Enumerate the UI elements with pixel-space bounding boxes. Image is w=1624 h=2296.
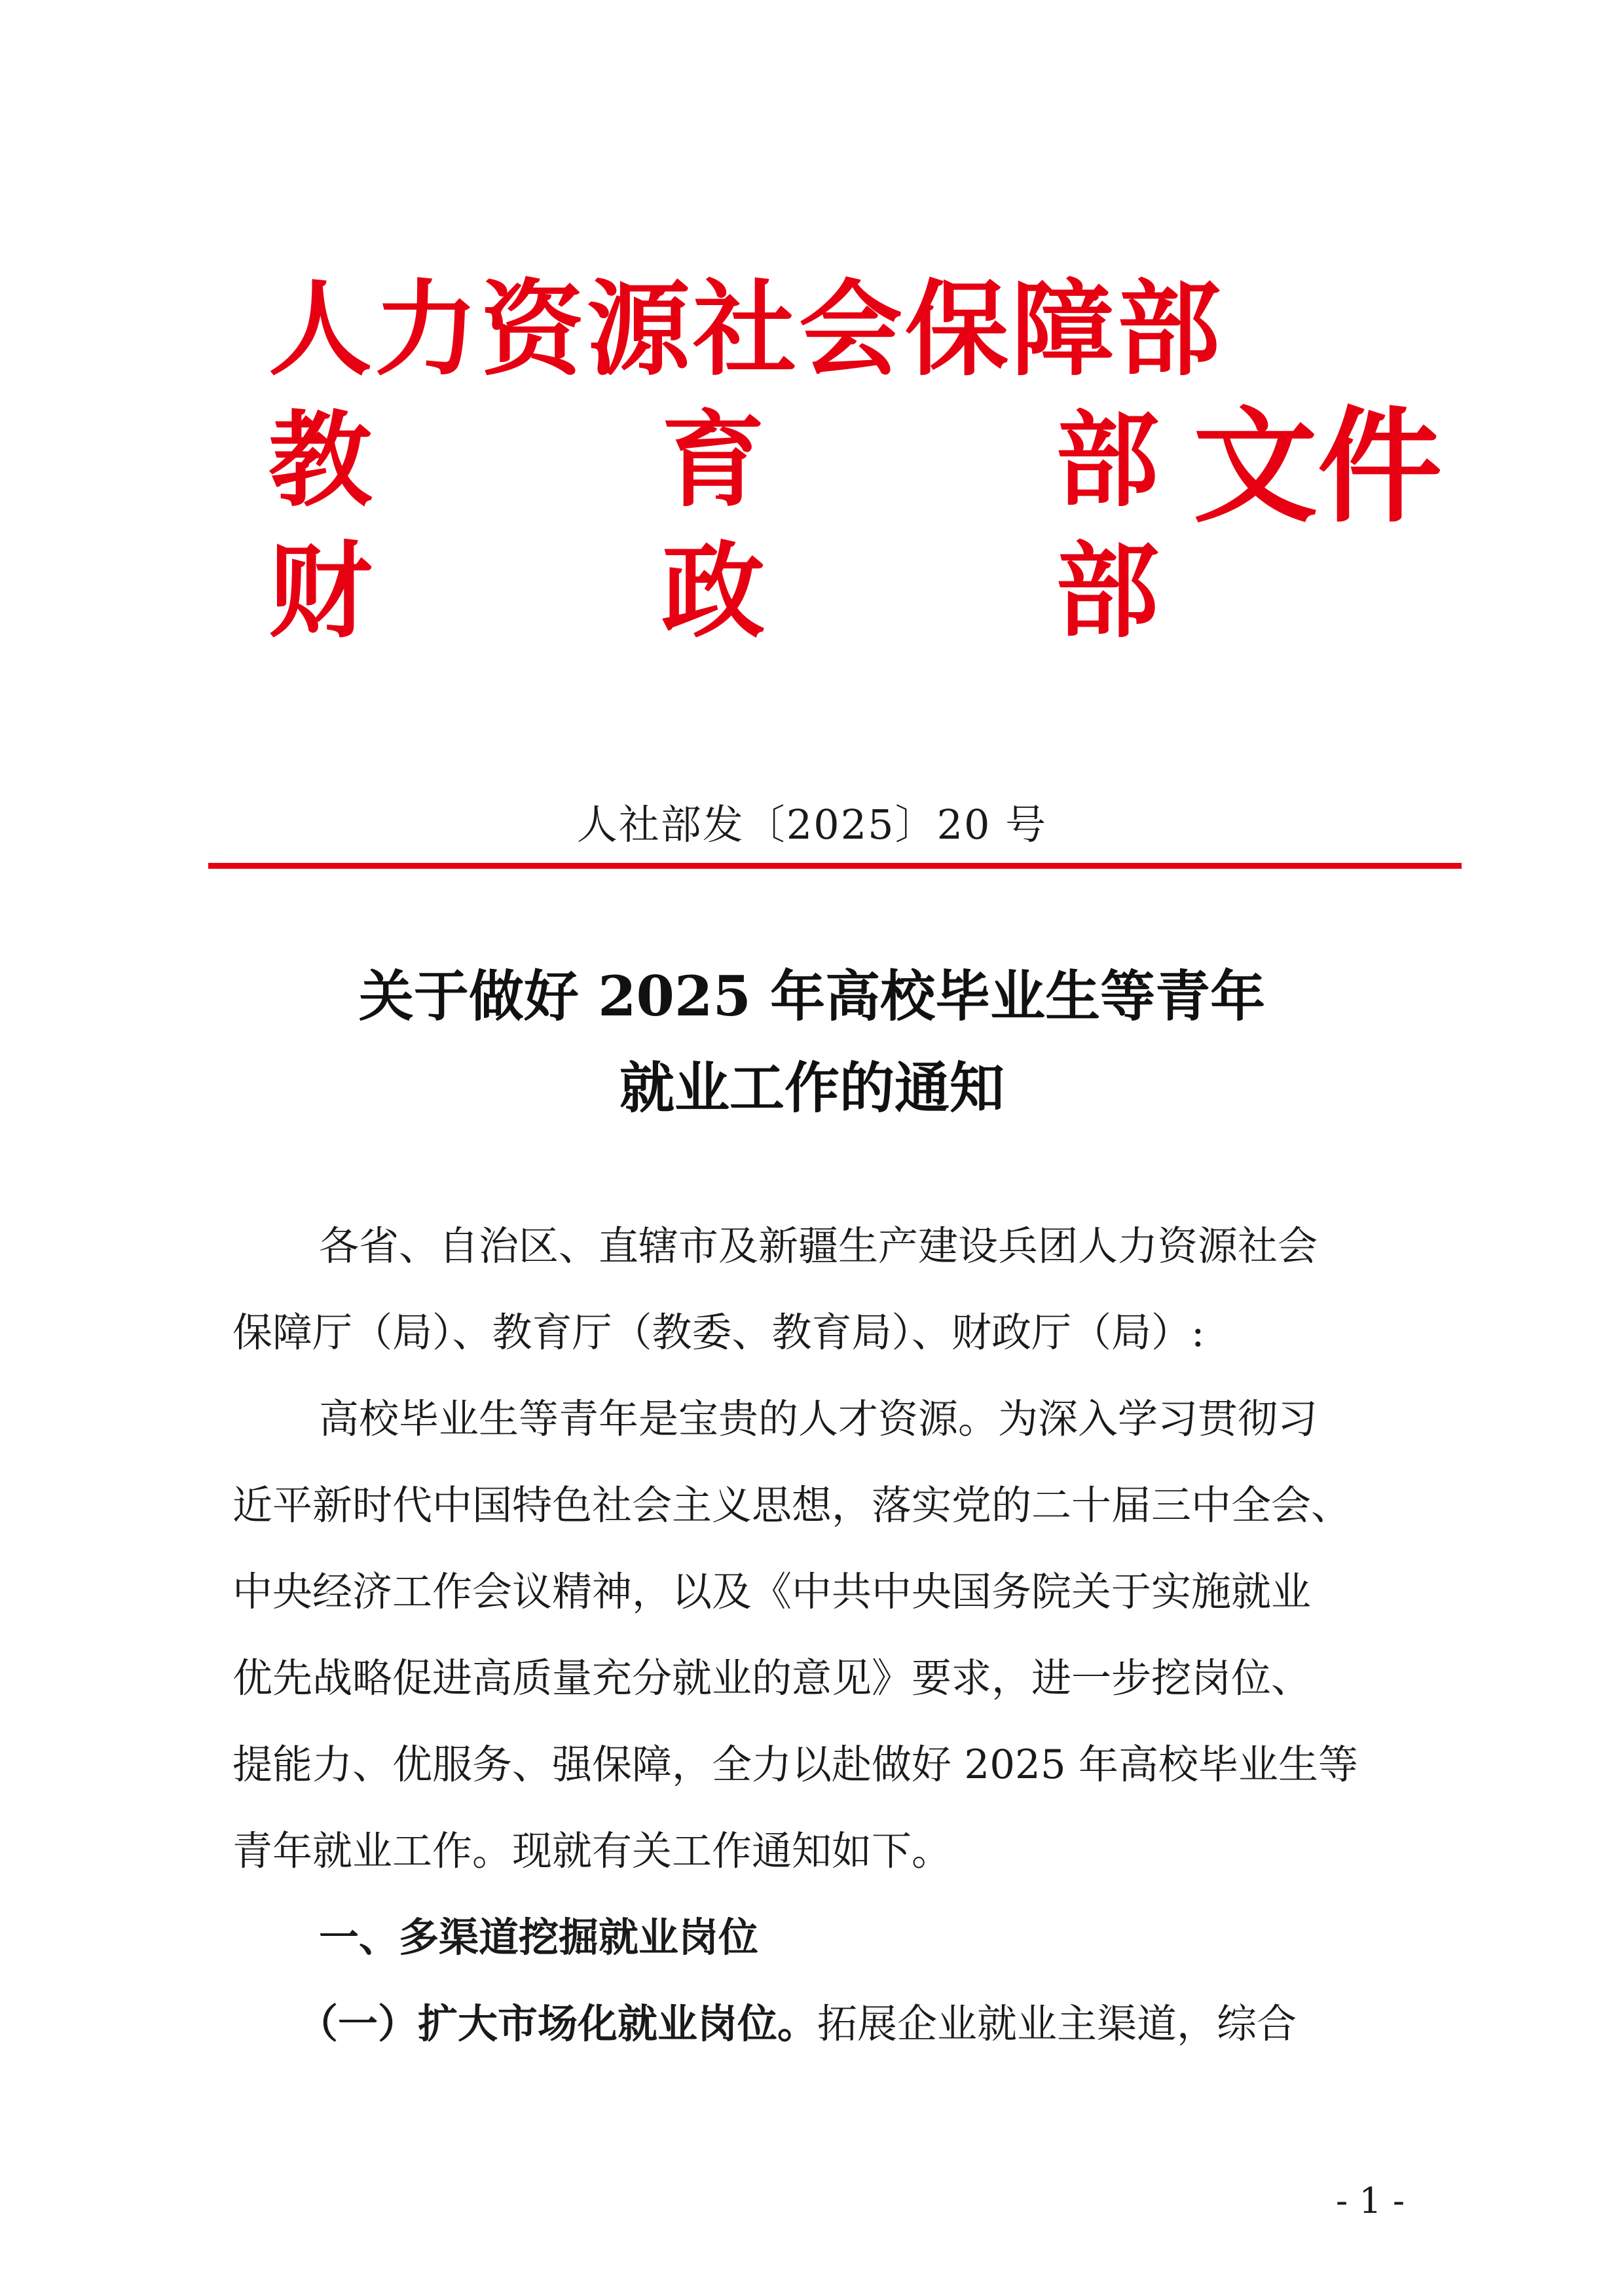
item-1-paragraph bbox=[232, 1981, 1418, 2068]
document-title-line-2: 就业工作的通知 bbox=[619, 1055, 1005, 1120]
issuer-fin-char-2: 政 bbox=[661, 531, 765, 652]
section-1 bbox=[232, 1895, 1418, 2068]
salutation-line-2: 保障厅（局）、教育厅（教委、教育局）、财政厅（局）: bbox=[232, 1309, 1205, 1356]
item-1-label: （一）扩大市场化就业岗位。 bbox=[298, 2001, 818, 2047]
intro-line-5: 提能力、优服务、强保障，全力以赴做好 2025 年高校毕业生等 bbox=[232, 1741, 1359, 1788]
issuer-edu-char-2: 育 bbox=[661, 400, 765, 521]
document-number: 人社部发〔2025〕20 号 bbox=[576, 801, 1048, 848]
document-type-label: 文件 bbox=[1193, 393, 1443, 539]
page-number: - 1 - bbox=[1336, 2180, 1405, 2221]
intro-line-3: 中央经济工作会议精神，以及《中共中央国务院关于实施就业 bbox=[232, 1569, 1312, 1615]
red-divider-line bbox=[208, 863, 1462, 869]
issuer-fin-char-3: 部 bbox=[1056, 531, 1159, 652]
document-title-line-1: 关于做好 2025 年高校毕业生等青年 bbox=[358, 964, 1266, 1029]
intro-line-2: 近平新时代中国特色社会主义思想，落实党的二十届三中全会、 bbox=[232, 1482, 1352, 1529]
issuer-fin-char-1: 财 bbox=[268, 531, 372, 652]
issuer-edu-char-3: 部 bbox=[1056, 400, 1159, 521]
salutation-line-1: 各省、自治区、直辖市及新疆生产建设兵团人力资源社会 bbox=[319, 1223, 1318, 1269]
intro-line-1: 高校毕业生等青年是宝贵的人才资源。为深入学习贯彻习 bbox=[319, 1396, 1318, 1442]
section-1-heading: 一、多渠道挖掘就业岗位 bbox=[319, 1914, 759, 1961]
issuer-line-hrss: 人力资源社会保障部 bbox=[268, 269, 1223, 390]
item-1-text: 拓展企业就业主渠道，综合 bbox=[817, 2001, 1297, 2047]
intro-line-4: 优先战略促进高质量充分就业的意见》要求，进一步挖岗位、 bbox=[232, 1655, 1312, 1702]
salutation bbox=[232, 1203, 1418, 1376]
issuer-edu-char-1: 教 bbox=[268, 400, 372, 521]
intro-paragraph bbox=[232, 1376, 1418, 1895]
intro-line-6: 青年就业工作。现就有关工作通知如下。 bbox=[232, 1828, 952, 1874]
